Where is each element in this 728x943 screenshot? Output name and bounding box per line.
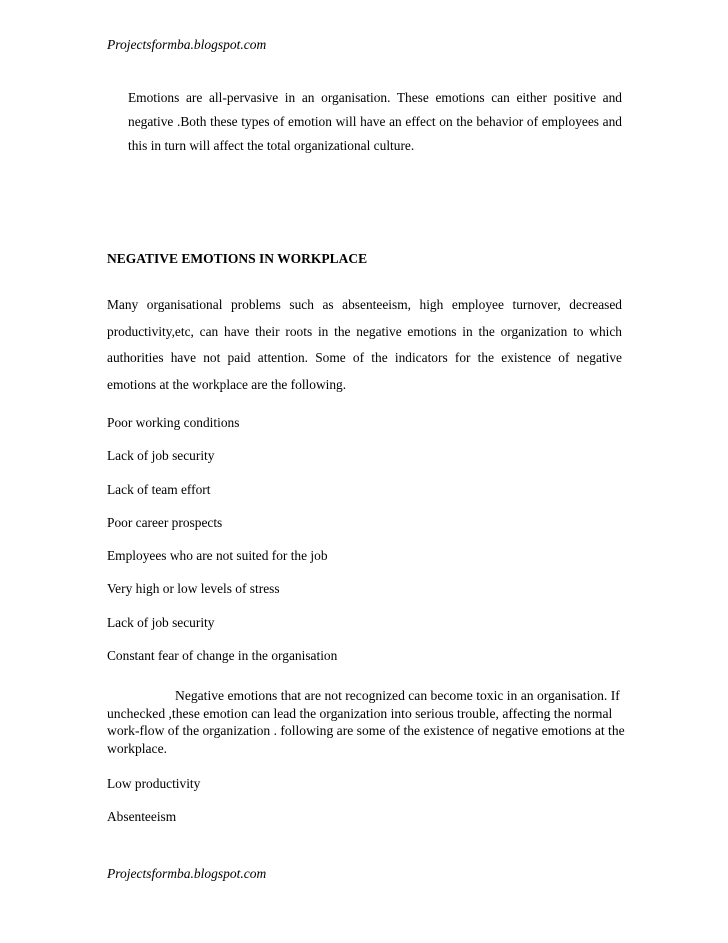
list-item: Lack of team effort <box>107 481 211 497</box>
page-footer: Projectsformba.blogspot.com <box>107 866 267 881</box>
list-item: Constant fear of change in the organisation <box>107 648 338 664</box>
list-item: Lack of job security <box>107 448 215 464</box>
second-paragraph <box>107 687 627 757</box>
effects-list <box>107 774 200 840</box>
list-item: Lack of job security <box>107 614 215 630</box>
list-item: Employees who are not suited for the job <box>107 548 328 564</box>
indicator-list <box>107 413 337 679</box>
section-paragraph: Many organisational problems such as absenteeism, high employee turnover, decreased productivity,etc, can have their roots in the negative emotions in the organization to which authorities have not paid attention. Some of the indicators for the existence of negative emotions at the workplace are the following. <box>107 297 622 392</box>
section-heading: NEGATIVE EMOTIONS IN WORKPLACE <box>107 251 368 266</box>
page-header: Projectsformba.blogspot.com <box>107 37 267 52</box>
list-item: Low productivity <box>107 776 201 791</box>
list-item: Absenteeism <box>107 809 177 824</box>
list-item: Poor working conditions <box>107 415 240 430</box>
second-paragraph-text: Negative emotions that are not recognized can become toxic in an organisation. If unchecked ,these emotion can lead the organization into serious trouble, affecting the normal work-flow of the organization . following are some of the existence of negative emotions at the workplace. <box>107 688 625 756</box>
list-item: Very high or low levels of stress <box>107 581 280 597</box>
list-item: Poor career prospects <box>107 514 223 530</box>
intro-paragraph: Emotions are all-pervasive in an organisation. These emotions can either positive and negative .Both these types of emotion will have an effect on the behavior of employees and this in turn will affect the total organizational culture. <box>128 90 622 153</box>
